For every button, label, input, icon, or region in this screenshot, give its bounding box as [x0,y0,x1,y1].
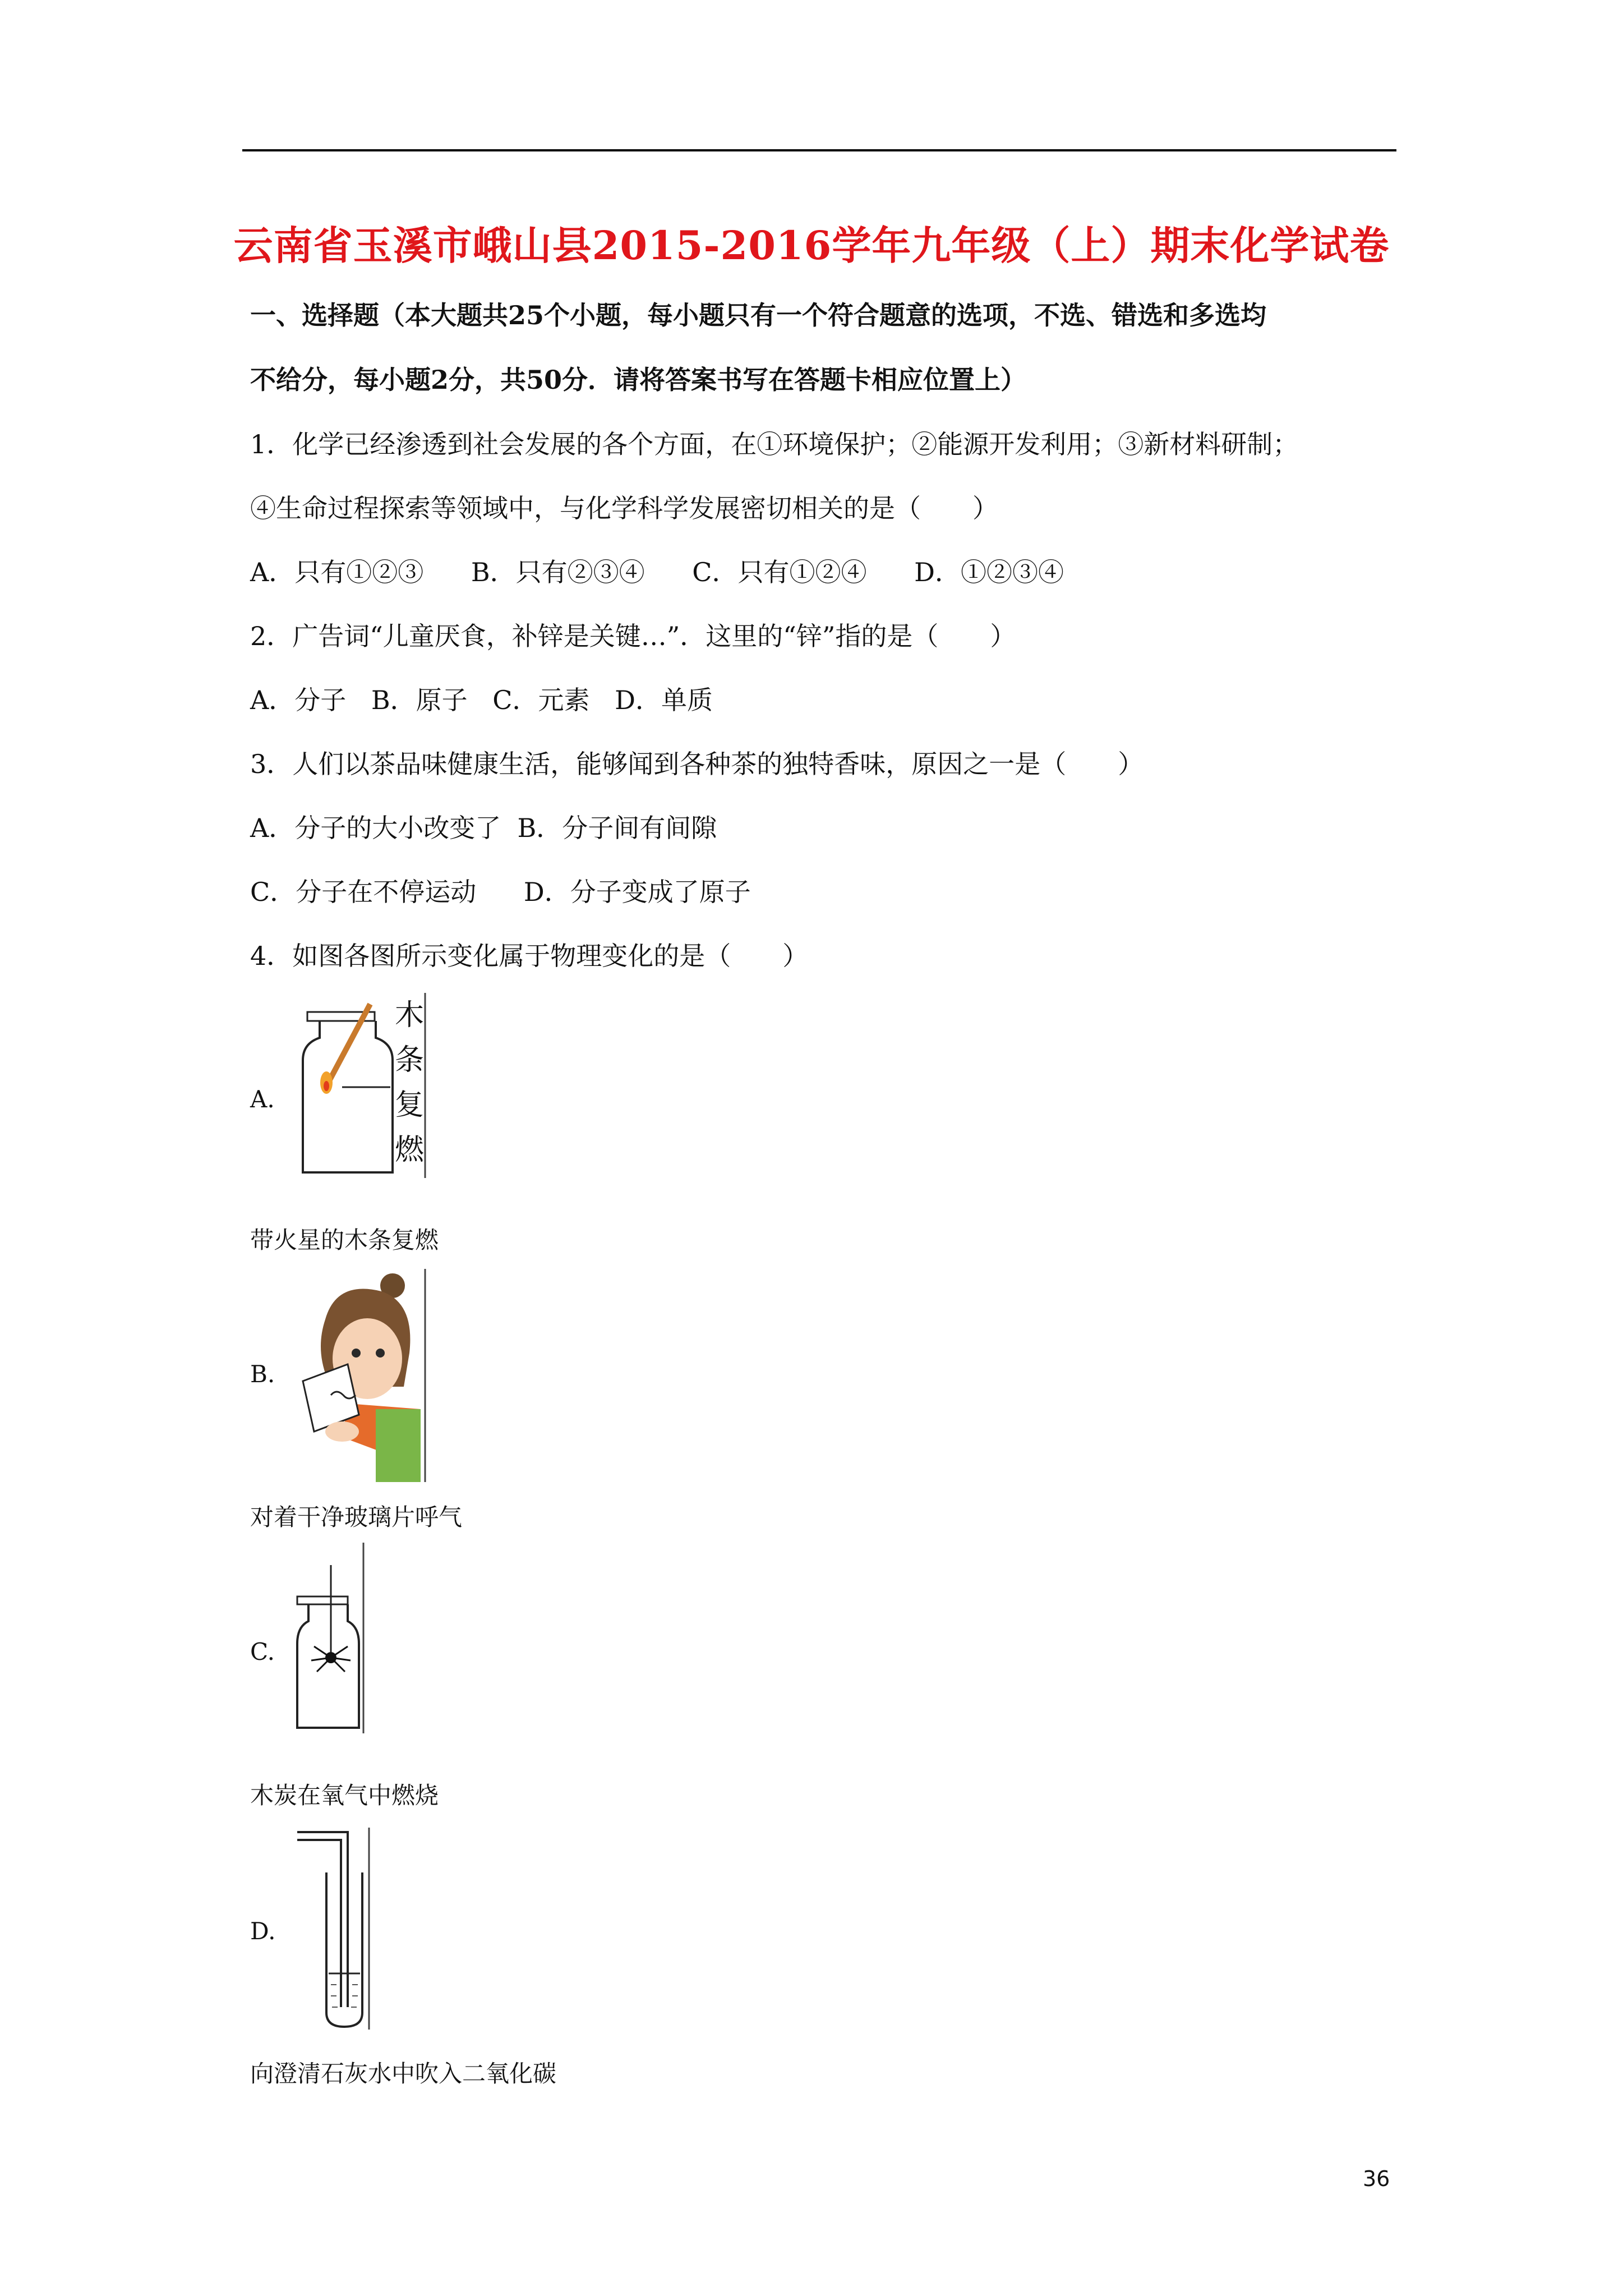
header-rule [242,149,1396,151]
q2-option-b: B．原子 [371,685,468,715]
q4-option-c-letter: C. [250,1638,275,1665]
q4-option-c-caption: 木炭在氧气中燃烧 [250,1782,439,1809]
q3-option-d: D．分子变成了原子 [523,877,751,907]
girl-breathing-on-glass-icon [292,1269,432,1482]
q2-option-a: A．分子 [250,685,347,715]
q4-option-d-letter: D. [250,1917,276,1945]
q1-option-a: A．只有①②③ [250,557,424,587]
q2-option-d: D．单质 [615,685,713,715]
page-number: 36 [1363,2166,1390,2191]
q1-stem-line-1: 1．化学已经渗透到社会发展的各个方面，在①环境保护；②能源开发利用；③新材料研制； [250,429,1299,459]
q4-option-a-caption: 带火星的木条复燃 [250,1226,439,1254]
q4-option-d-caption: 向澄清石灰水中吹入二氧化碳 [250,2060,557,2087]
q4-stem: 4．如图各图所示变化属于物理变化的是（ ） [250,941,809,971]
page-title: 云南省玉溪市峨山县2015-2016学年九年级（上）期末化学试卷 [233,222,1390,269]
q2-options [250,683,730,717]
q3-options-row-2 [250,875,751,909]
q1-option-d: D．①②③④ [914,557,1064,587]
q4-option-b-caption: 对着干净玻璃片呼气 [250,1503,463,1531]
q3-options-row-1 [250,811,717,845]
q3-option-b: B．分子间有间隙 [517,813,717,843]
q4-figure-c [292,1543,370,1733]
q4-option-a-letter: A. [250,1085,275,1113]
q4-figure-a [292,993,432,1178]
blowing-co2-into-limewater-icon [292,1828,376,2030]
q1-option-c: C．只有①②④ [692,557,867,587]
q3-option-a: A．分子的大小改变了 [250,813,501,843]
q2-stem: 2．广告词“儿童厌食，补锌是关键…”．这里的“锌”指的是（ ） [250,621,1016,651]
section-heading-line-2: 不给分，每小题2分，共50分．请将答案书写在答题卡相应位置上） [250,365,1027,395]
q4-figure-d [292,1828,376,2030]
q2-option-c: C．元素 [492,685,590,715]
charcoal-burning-in-oxygen-icon [292,1543,370,1733]
q1-option-b: B．只有②③④ [471,557,645,587]
figure-a-vertical-text: 木 条 复 燃 [394,999,424,1167]
section-heading-line-1: 一、选择题（本大题共25个小题，每小题只有一个符合题意的选项，不选、错选和多选均 [250,300,1267,330]
q1-stem-line-2: ④生命过程探索等领域中，与化学科学发展密切相关的是（ ） [250,493,998,523]
q3-stem: 3．人们以茶品味健康生活，能够闻到各种茶的独特香味，原因之一是（ ） [250,749,1144,779]
q4-option-b-letter: B. [250,1360,275,1388]
q3-option-c: C．分子在不停运动 [250,877,477,907]
q1-options [250,555,1103,589]
q4-figure-b [292,1269,432,1482]
